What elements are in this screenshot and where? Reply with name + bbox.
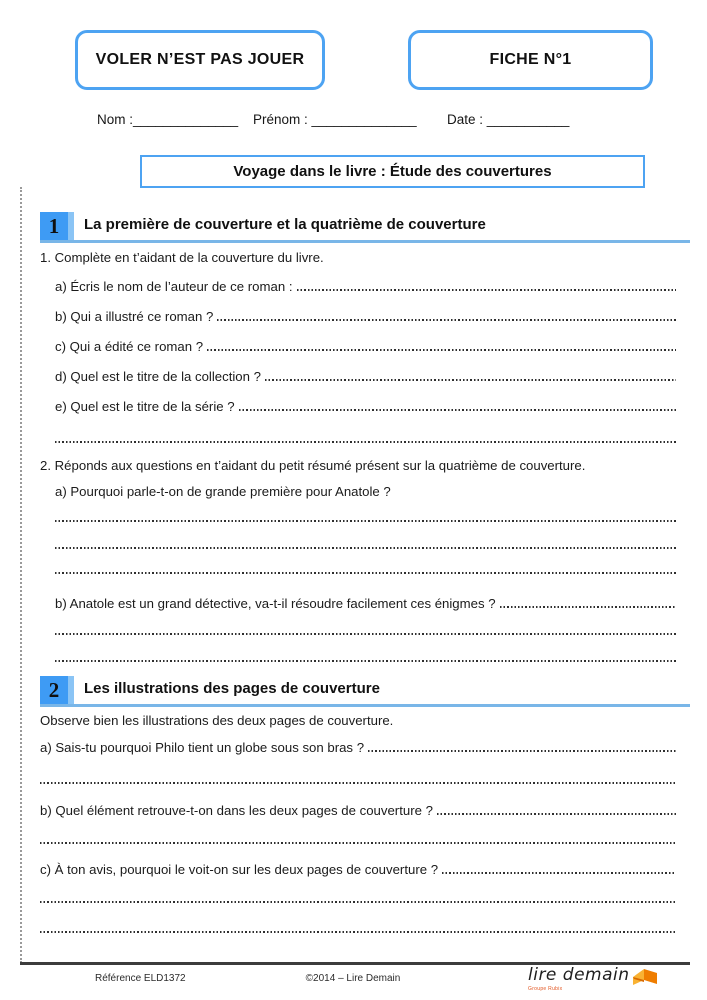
answer-line: [40, 842, 676, 844]
answer-dotted-line: [207, 349, 676, 351]
section-1-underline: [40, 240, 690, 243]
date-field: Date : ___________: [447, 112, 570, 127]
publisher-logo-row: [528, 964, 658, 986]
sheet-number-box: [408, 30, 653, 90]
answer-line: [55, 547, 676, 549]
question-label: c) À ton avis, pourquoi le voit-on sur les deux pages de couverture ?: [40, 862, 439, 877]
answer-dotted-line: [500, 606, 676, 608]
answer-line: [40, 931, 676, 933]
worksheet-title-box: [140, 155, 645, 188]
answer-dotted-line: [437, 813, 676, 815]
answer-dotted-line: [297, 289, 677, 291]
copyright-label: ©2014 – Lire Demain: [305, 973, 401, 984]
question-2a: a) Pourquoi parle-t-on de grande première pour Anatole ?: [55, 484, 391, 499]
logo-subtext: Groupe Rubix: [528, 986, 563, 992]
book-title-box: [75, 30, 325, 90]
answer-dotted-line: [368, 750, 676, 752]
answer-dotted-line: [442, 872, 676, 874]
question-label: d) Quel est le titre de la collection ?: [55, 369, 261, 384]
section-1-number: 1: [48, 213, 60, 238]
question-label: c) Qui a édité ce roman ?: [55, 339, 204, 354]
answer-line: [55, 572, 676, 574]
question-row-c: [40, 862, 676, 877]
sheet-number: FICHE N°1: [489, 51, 572, 68]
question-label: a) Sais-tu pourquoi Philo tient un globe sous son bras ?: [40, 740, 365, 755]
answer-line: [55, 520, 676, 522]
question-row-a: [40, 740, 676, 755]
question-row-2b: [55, 596, 676, 611]
question-label: e) Quel est le titre de la série ?: [55, 399, 235, 414]
answer-line: [40, 782, 676, 784]
question-row-1e: [55, 399, 676, 414]
section-2-badge: [40, 676, 74, 704]
exercise-1-instruction: 1. Complète en t’aidant de la couverture du livre.: [40, 250, 324, 265]
answer-line: [55, 633, 676, 635]
question-row-1c: [55, 339, 676, 354]
open-book-icon: [632, 964, 658, 986]
answer-line: [40, 901, 676, 903]
exercise-2-instruction: 2. Réponds aux questions en t’aidant du petit résumé présent sur la quatrième de couverture.: [40, 458, 586, 473]
question-label: b) Qui a illustré ce roman ?: [55, 309, 214, 324]
section-1-badge: [40, 212, 74, 240]
section-2-number: 2: [48, 677, 60, 702]
question-row-1b: [55, 309, 676, 324]
section-2-underline: [40, 704, 690, 707]
reference-label: Référence ELD1372: [95, 973, 186, 984]
left-margin-line: [20, 187, 22, 963]
question-label: b) Quel élément retrouve-t-on dans les deux pages de couverture ?: [40, 803, 433, 818]
worksheet-title: Voyage dans le livre : Étude des couvertures: [233, 163, 552, 180]
answer-line: [55, 660, 676, 662]
question-row-1d: [55, 369, 676, 384]
name-field: Nom :______________: [97, 112, 239, 127]
publisher-logo: [528, 964, 658, 992]
logo-text: lire demain: [528, 965, 630, 985]
question-label: b) Anatole est un grand détective, va-t-il résoudre facilement ces énigmes ?: [55, 596, 496, 611]
section-1-title: La première de couverture et la quatrième de couverture: [84, 216, 486, 233]
answer-dotted-line: [217, 319, 676, 321]
section-2-title: Les illustrations des pages de couverture: [84, 680, 380, 697]
answer-dotted-line: [239, 409, 676, 411]
question-label: a) Écris le nom de l’auteur de ce roman :: [55, 279, 293, 294]
section-2-instruction: Observe bien les illustrations des deux pages de couverture.: [40, 713, 394, 728]
question-row-b: [40, 803, 676, 818]
question-row-1a: [55, 279, 676, 294]
answer-line: [55, 441, 676, 443]
answer-dotted-line: [265, 379, 676, 381]
firstname-field: Prénom : ______________: [253, 112, 417, 127]
book-title: VOLER N’EST PAS JOUER: [95, 51, 305, 68]
